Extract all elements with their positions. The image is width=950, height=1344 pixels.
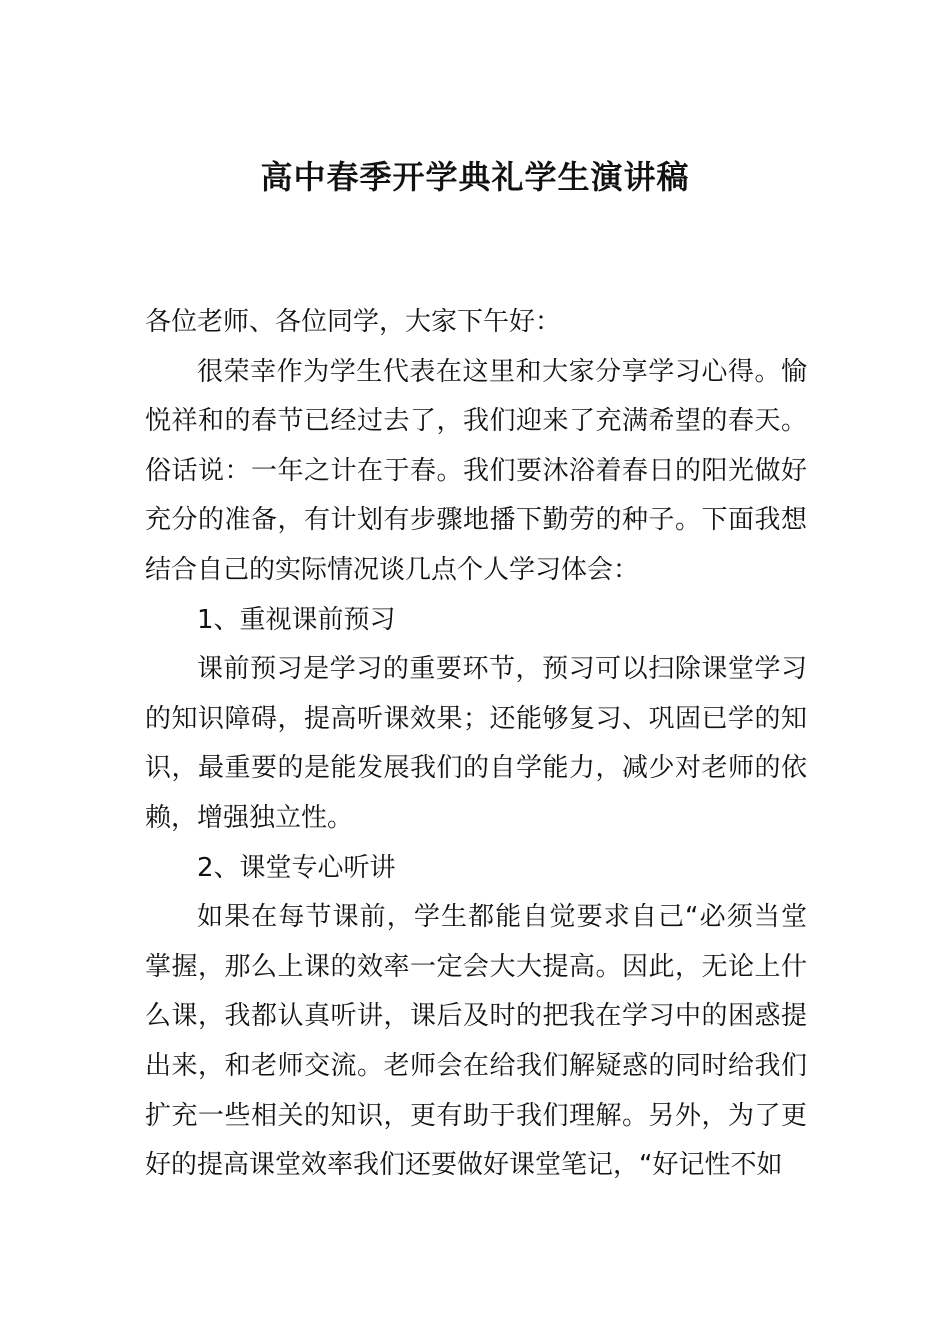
greeting-line: 各位老师、各位同学，大家下午好： — [145, 307, 562, 337]
section-heading-listening: 2、课堂专心听讲 — [197, 852, 396, 883]
document-body — [145, 298, 807, 1191]
preview-paragraph: 课前预习是学习的重要环节，预习可以扫除课堂学习的知识障碍，提高听课效果；还能够复习、巩固已学的知识，最重要的是能发展我们的自学能力，减少对老师的依赖，增强独立性。 — [145, 654, 807, 833]
intro-paragraph: 很荣幸作为学生代表在这里和大家分享学习心得。愉悦祥和的春节已经过去了，我们迎来了充满希望的春天。俗话说：一年之计在于春。我们要沐浴着春日的阳光做好充分的准备，有计划有步骤地播下勤劳的种子。下面我想结合自己的实际情况谈几点个人学习体会： — [145, 356, 807, 585]
document-title: 高中春季开学典礼学生演讲稿 — [260, 158, 690, 196]
listening-paragraph: 如果在每节课前，学生都能自觉要求自己“必须当堂掌握，那么上课的效率一定会大大提高。因此，无论上什么课，我都认真听讲，课后及时的把我在学习中的困惑提出来，和老师交流。老师会在给我们解疑惑的同时给我们扩充一些相关的知识，更有助于我们理解。另外，为了更好的提高课堂效率我们还要做好课堂笔记，“好记性不如 — [145, 902, 807, 1181]
section-heading-preview: 1、重视课前预习 — [197, 604, 396, 635]
